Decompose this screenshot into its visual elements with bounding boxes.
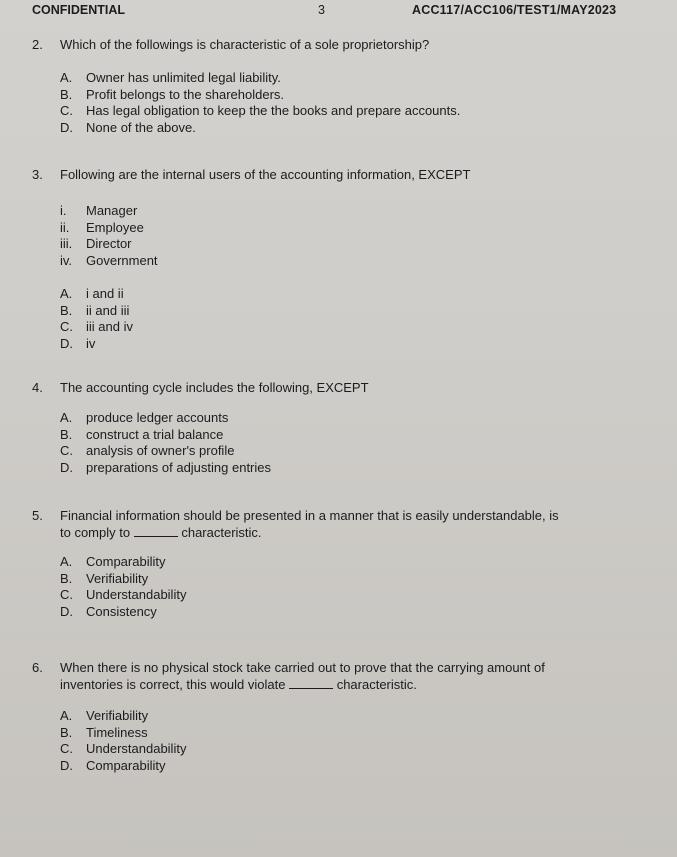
option-b: B. Verifiability [60,570,149,586]
question-number: 5. [32,508,43,523]
option-c: C. Understandability [60,587,187,602]
option-d: D. None of the above. [60,119,196,135]
option-list [60,410,632,476]
option-c: C. Has legal obligation to keep the the books and prepare accounts. [60,103,461,118]
question-number: 2. [32,37,43,52]
option-a: A. produce ledger accounts [60,410,229,425]
option-d: D. Consistency [60,603,157,619]
question-text: Financial information should be presented in a manner that is easily understandable, is to comply to characteristic. [60,508,559,540]
option-list [60,554,632,620]
option-c: C. Understandability [60,741,187,756]
option-a: A. i and ii [60,286,124,301]
question-number: 3. [32,167,43,182]
option-b: B. ii and iii [60,302,130,318]
question-stem [32,36,632,53]
question-stem [32,166,632,183]
option-c: C. analysis of owner's profile [60,443,235,458]
question-3 [32,166,632,352]
question-text: Following are the internal users of the accounting information, EXCEPT [60,167,471,182]
question-stem [32,507,632,541]
answer-blank [134,524,178,537]
option-a: A. Owner has unlimited legal liability. [60,70,281,85]
item-iii: iii. Director [60,236,132,251]
page-number: 3 [318,3,325,17]
option-list [60,286,632,352]
question-number: 4. [32,380,43,395]
option-d: D. preparations of adjusting entries [60,459,272,475]
option-list [60,70,632,136]
option-c: C. iii and iv [60,319,133,334]
option-b: B. construct a trial balance [60,426,224,442]
option-a: A. Verifiability [60,708,149,723]
question-text: The accounting cycle includes the following, EXCEPT [60,380,369,395]
question-stem [32,659,632,693]
user-list [60,203,632,269]
option-b: B. Profit belongs to the shareholders. [60,86,285,102]
question-6 [32,659,632,774]
page-header [0,3,677,21]
question-4 [32,379,632,476]
option-list [60,708,632,774]
answer-blank [289,676,333,689]
option-d: D. Comparability [60,757,166,773]
question-number: 6. [32,660,43,675]
question-text: When there is no physical stock take carried out to prove that the carrying amount of inventories is correct, this would violate characteristic. [60,660,545,692]
question-stem [32,379,632,396]
item-ii: ii. Employee [60,219,144,235]
option-d: D. iv [60,335,96,351]
item-i: i. Manager [60,203,138,218]
option-b: B. Timeliness [60,724,148,740]
question-2 [32,36,632,136]
option-a: A. Comparability [60,554,166,569]
question-5 [32,507,632,620]
item-iv: iv. Government [60,252,158,268]
course-code: ACC117/ACC106/TEST1/MAY2023 [412,3,617,17]
confidential-label: CONFIDENTIAL [32,3,126,17]
question-text: Which of the followings is characteristic of a sole proprietorship? [60,37,430,52]
